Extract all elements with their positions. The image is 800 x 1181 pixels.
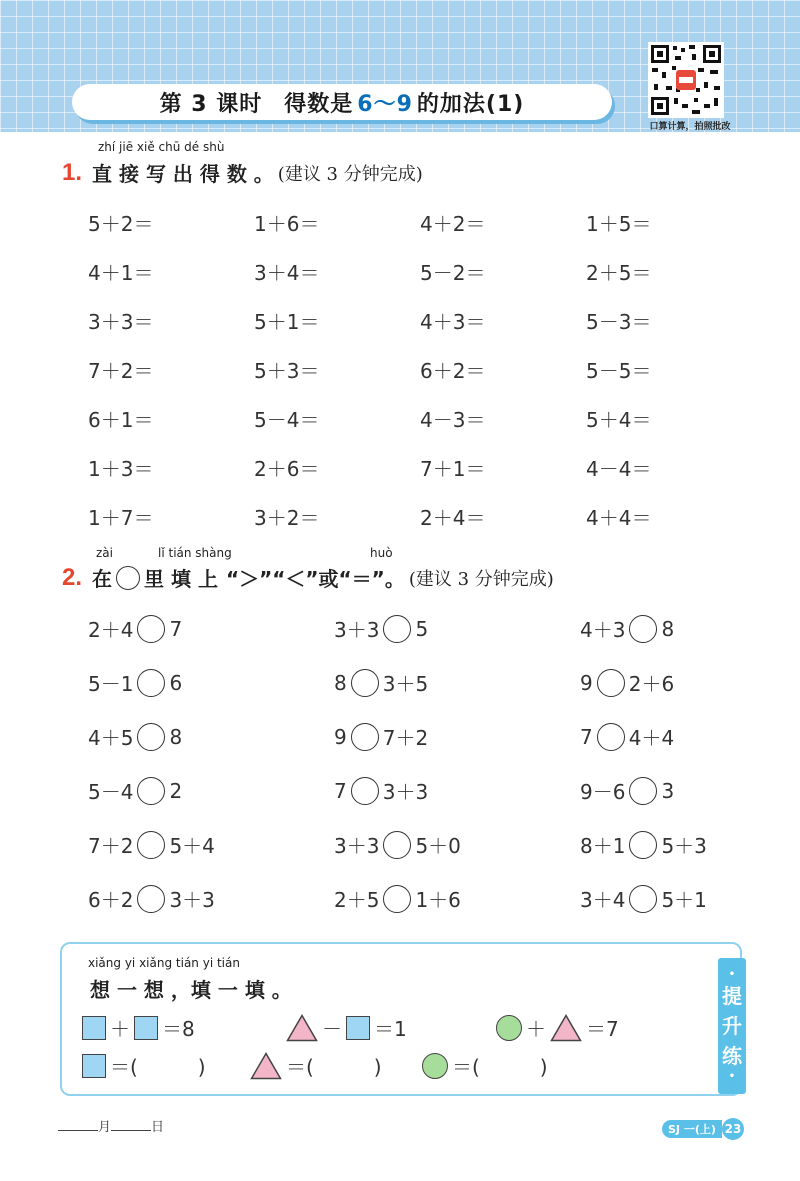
circle-icon [496, 1015, 522, 1041]
comparison-left: 3＋3 [334, 618, 380, 642]
lift-practice-tab: • 提 升 练 • [718, 958, 746, 1094]
comparison-right: 3 [661, 778, 675, 803]
section1-title-text: 直 接 写 出 得 数 。 [92, 162, 274, 186]
answer-square[interactable] [82, 1051, 206, 1080]
comparison-item [88, 830, 215, 859]
answer-triangle[interactable] [250, 1051, 382, 1080]
comparison-right: 5＋3 [661, 834, 707, 858]
arithmetic-item[interactable]: 4－3＝ [420, 408, 486, 432]
comparison-right: 3＋3 [169, 888, 215, 912]
lesson-title-banner [72, 84, 612, 120]
arithmetic-item[interactable]: 5－4＝ [254, 408, 320, 432]
comparison-circle[interactable] [383, 831, 411, 859]
arithmetic-item[interactable]: 5＋1＝ [254, 310, 320, 334]
comparison-circle[interactable] [137, 669, 165, 697]
arithmetic-item[interactable]: 5＋4＝ [586, 408, 652, 432]
comparison-circle[interactable] [597, 723, 625, 751]
comparison-item [334, 668, 428, 697]
arithmetic-item[interactable]: 1＋5＝ [586, 212, 652, 236]
arithmetic-item[interactable]: 2＋5＝ [586, 261, 652, 285]
square-icon [82, 1016, 106, 1040]
comparison-item [580, 884, 707, 913]
comparison-circle[interactable] [629, 615, 657, 643]
arithmetic-item[interactable]: 4－4＝ [586, 457, 652, 481]
section2-title-text: 里 填 上 [144, 567, 218, 591]
comparison-left: 5－4 [88, 780, 134, 804]
operator: ＋ [110, 1017, 130, 1041]
answer-blank[interactable]: ＝( ) [286, 1055, 382, 1079]
section2-zai: 在 [92, 567, 113, 591]
comparison-item [580, 776, 674, 805]
comparison-circle[interactable] [383, 885, 411, 913]
comparison-circle[interactable] [137, 885, 165, 913]
book-tag: SJ 一(上) [662, 1120, 722, 1138]
comparison-item [88, 722, 182, 751]
comparison-circle[interactable] [137, 615, 165, 643]
comparison-left: 7 [580, 724, 593, 749]
comparison-circle[interactable] [351, 669, 379, 697]
section2-number: 2. [62, 563, 83, 591]
comparison-circle[interactable] [597, 669, 625, 697]
arithmetic-item[interactable]: 6＋2＝ [420, 359, 486, 383]
triangle-icon [250, 1052, 282, 1080]
arithmetic-item[interactable]: 2＋6＝ [254, 457, 320, 481]
triangle-icon [286, 1014, 318, 1042]
comparison-right: 5＋0 [415, 834, 461, 858]
comparison-item [88, 884, 215, 913]
square-icon [346, 1016, 370, 1040]
comparison-left: 2＋4 [88, 618, 134, 642]
arithmetic-item[interactable]: 3＋2＝ [254, 506, 320, 530]
operator: ＋ [526, 1017, 546, 1041]
arithmetic-item[interactable]: 5－2＝ [420, 261, 486, 285]
comparison-right: 8 [661, 616, 675, 641]
equation-result: ＝8 [162, 1017, 195, 1041]
arithmetic-item[interactable]: 5＋3＝ [254, 359, 320, 383]
comparison-left: 8 [334, 670, 347, 695]
page-number: 23 [722, 1118, 744, 1140]
comparison-right: 1＋6 [415, 888, 461, 912]
lift-title: 想 一 想 ，填 一 填 。 [90, 978, 292, 1002]
answer-circle[interactable] [422, 1051, 548, 1080]
comparison-left: 2＋5 [334, 888, 380, 912]
title-range: 6～9 [357, 91, 413, 117]
month-label: 月 [98, 1120, 112, 1135]
comparison-left: 3＋3 [334, 834, 380, 858]
comparison-left: 9 [580, 670, 593, 695]
section2-title [62, 563, 554, 592]
section2-hint: (建议 3 分钟完成) [408, 568, 554, 590]
comparison-right: 4＋4 [628, 726, 675, 750]
lift-tab-char: 升 [722, 1014, 742, 1038]
comparison-circle[interactable] [383, 615, 411, 643]
lesson-number: 第 3 课时 [159, 91, 263, 117]
comparison-circle[interactable] [629, 831, 657, 859]
answer-blank[interactable]: ＝( ) [110, 1055, 206, 1079]
comparison-circle[interactable] [137, 777, 165, 805]
arithmetic-item[interactable]: 7＋1＝ [420, 457, 486, 481]
lift-tab-char: 练 [722, 1044, 742, 1068]
square-icon [134, 1016, 158, 1040]
arithmetic-item[interactable]: 7＋2＝ [88, 359, 154, 383]
section2-pinyin-li: lǐ tián shàng [158, 546, 232, 560]
comparison-item [580, 830, 707, 859]
comparison-left: 3＋4 [580, 888, 626, 912]
comparison-right: 6 [169, 670, 183, 695]
equation-result: ＝1 [374, 1017, 407, 1041]
comparison-item [334, 722, 428, 751]
comparison-right: 2＋6 [628, 672, 675, 696]
section1-hint: (建议 3 分钟完成) [277, 163, 423, 185]
operator: － [322, 1017, 342, 1041]
date-field[interactable] [58, 1116, 164, 1135]
arithmetic-item[interactable]: 4＋1＝ [88, 261, 154, 285]
arithmetic-item[interactable]: 6＋1＝ [88, 408, 154, 432]
comparison-item [580, 722, 674, 751]
circle-icon [422, 1053, 448, 1079]
comparison-right: 5＋4 [169, 834, 215, 858]
section2-pinyin-huo: huò [370, 546, 393, 560]
lift-pinyin: xiǎng yi xiǎng tián yi tián [88, 956, 240, 970]
comparison-item [334, 776, 428, 805]
comparison-right: 7＋2 [382, 726, 429, 750]
comparison-item [580, 668, 674, 697]
section1-title [62, 158, 423, 187]
qr-code-icon[interactable] [648, 42, 724, 118]
arithmetic-item[interactable]: 5－5＝ [586, 359, 652, 383]
section1-number: 1. [62, 158, 83, 186]
arithmetic-item[interactable]: 3＋4＝ [254, 261, 320, 285]
title-suffix: 的加法(1) [416, 91, 525, 117]
section1-pinyin: zhí jiē xiě chū dé shù [98, 140, 225, 154]
arithmetic-item[interactable]: 5－3＝ [586, 310, 652, 334]
comparison-right: 2 [169, 778, 183, 803]
arithmetic-item[interactable]: 4＋2＝ [420, 212, 486, 236]
comparison-circle[interactable] [137, 723, 165, 751]
comparison-item [334, 884, 461, 913]
arithmetic-item[interactable]: 5＋2＝ [88, 212, 154, 236]
arithmetic-item[interactable]: 3＋3＝ [88, 310, 154, 334]
comparison-left: 7 [334, 778, 347, 803]
section2-pinyin-zai: zài [96, 546, 113, 560]
lift-eq-circle [496, 1013, 619, 1042]
comparison-item [334, 830, 461, 859]
triangle-icon [550, 1014, 582, 1042]
comparison-left: 4＋5 [88, 726, 134, 750]
comparison-right: 8 [169, 724, 183, 749]
lift-eq-square [82, 1013, 195, 1042]
comparison-item [88, 614, 182, 643]
comparison-right: 5＋1 [661, 888, 707, 912]
qr-caption: 口算计算，拍照批改 [649, 122, 731, 132]
comparison-item [88, 776, 182, 805]
comparison-left: 7＋2 [88, 834, 134, 858]
square-icon [82, 1054, 106, 1078]
arithmetic-item[interactable]: 4＋3＝ [420, 310, 486, 334]
arithmetic-item[interactable]: 2＋4＝ [420, 506, 486, 530]
comparison-right: 5 [415, 616, 429, 641]
comparison-circle[interactable] [351, 777, 379, 805]
comparison-left: 9 [334, 724, 347, 749]
day-label: 日 [151, 1120, 165, 1135]
equation-result: ＝7 [586, 1017, 619, 1041]
circle-blank-icon [116, 566, 140, 590]
arithmetic-item[interactable]: 4＋4＝ [586, 506, 652, 530]
lift-eq-triangle [286, 1013, 407, 1042]
arithmetic-item[interactable]: 1＋7＝ [88, 506, 154, 530]
comparison-item [88, 668, 182, 697]
comparison-left: 6＋2 [88, 888, 134, 912]
comparison-left: 9－6 [580, 780, 626, 804]
comparison-circle[interactable] [629, 777, 657, 805]
section2-symbols: “＞”“＜”或“＝”。 [225, 567, 405, 591]
title-prefix: 得数是 [284, 91, 354, 117]
comparison-right: 7 [169, 616, 183, 641]
answer-blank[interactable]: ＝( ) [452, 1055, 548, 1079]
comparison-left: 4＋3 [580, 618, 626, 642]
comparison-item [334, 614, 428, 643]
comparison-right: 3＋3 [382, 780, 429, 804]
comparison-item [580, 614, 674, 643]
comparison-circle[interactable] [351, 723, 379, 751]
comparison-left: 5－1 [88, 672, 134, 696]
comparison-left: 8＋1 [580, 834, 626, 858]
lift-tab-char: 提 [722, 984, 742, 1008]
comparison-right: 3＋5 [382, 672, 429, 696]
comparison-circle[interactable] [629, 885, 657, 913]
arithmetic-item[interactable]: 1＋6＝ [254, 212, 320, 236]
arithmetic-item[interactable]: 1＋3＝ [88, 457, 154, 481]
comparison-circle[interactable] [137, 831, 165, 859]
